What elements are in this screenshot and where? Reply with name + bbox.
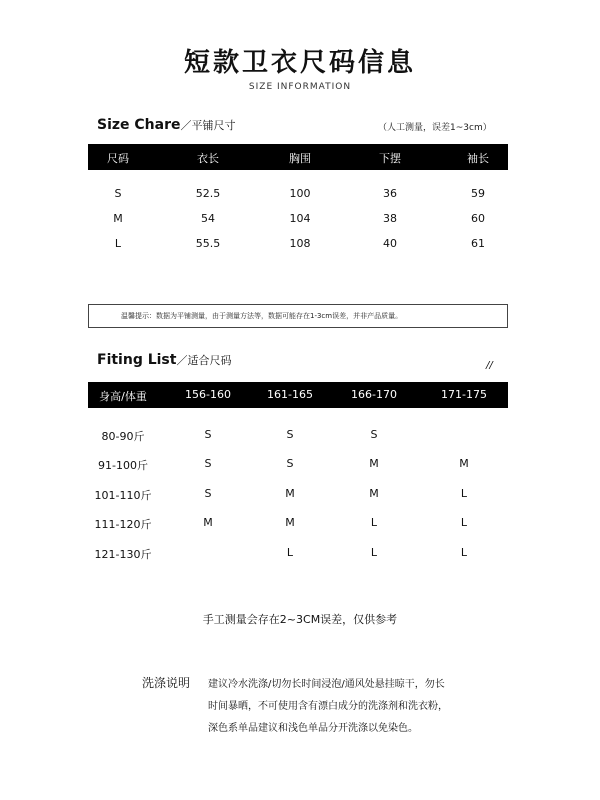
fitting-size-cell: M [203, 516, 213, 529]
fitting-size-cell: S [286, 457, 294, 470]
size-chart-cell: 104 [289, 212, 311, 225]
measure-note: 手工测量会存在2~3CM误差，仅供参考 [202, 613, 398, 626]
height-weight-col-header: 身高/体重 [99, 390, 147, 403]
length-col-header: 衣长 [197, 152, 219, 165]
fitting-weight-label: 121-130斤 [94, 548, 152, 561]
size-chart-heading-sub: ／平铺尺寸 [180, 119, 236, 132]
measure-error-note: （人工测量，误差1~3cm） [378, 123, 492, 133]
fitting-size-cell: M [369, 487, 379, 500]
tip-box: 温馨提示：数据为平铺测量，由于测量方法等，数据可能存在1-3cm误差，并非产品质量。 [88, 304, 508, 328]
size-chart-cell: S [114, 187, 122, 200]
page-subtitle: SIZE INFORMATION [248, 82, 352, 92]
fitting-size-cell: L [286, 546, 294, 559]
fitting-mark: // [486, 360, 493, 371]
size-chart-cell: 36 [383, 187, 397, 200]
size-chart-cell: L [114, 237, 122, 250]
fitting-size-cell: S [286, 428, 294, 441]
fitting-size-cell: M [285, 516, 295, 529]
size-chart-cell: 54 [201, 212, 215, 225]
range-166-170-header: 166-170 [351, 388, 397, 401]
fitting-heading [97, 352, 231, 368]
size-chart-cell: 108 [289, 237, 311, 250]
fitting-heading-sub: ／适合尺码 [176, 354, 232, 367]
hem-col-header: 下摆 [379, 152, 401, 165]
fitting-size-cell: M [459, 457, 469, 470]
fitting-size-cell: L [460, 546, 468, 559]
fitting-weight-label: 101-110斤 [94, 489, 152, 502]
fitting-size-cell: L [460, 487, 468, 500]
wash-label: 洗涤说明 [142, 676, 191, 690]
fitting-size-cell: M [369, 457, 379, 470]
fitting-size-cell: L [370, 546, 378, 559]
fitting-weight-label: 91-100斤 [98, 459, 148, 472]
size-chart-cell: 40 [383, 237, 397, 250]
size-chart-cell: 38 [383, 212, 397, 225]
chest-col-header: 胸围 [289, 152, 311, 165]
size-chart-cell: 60 [471, 212, 485, 225]
sleeve-col-header: 袖长 [467, 152, 489, 165]
size-chart-cell: 100 [289, 187, 311, 200]
fitting-size-cell: S [204, 487, 212, 500]
fitting-size-cell: S [204, 428, 212, 441]
size-chart-cell: 59 [471, 187, 485, 200]
size-chart-cell: 52.5 [195, 187, 221, 200]
fitting-size-cell: L [460, 516, 468, 529]
range-156-160-header: 156-160 [185, 388, 231, 401]
fitting-weight-label: 80-90斤 [101, 430, 145, 443]
wash-text: 建议冷水洗涤/切勿长时间浸泡/通风处悬挂晾干，勿长时间暴晒，不可使用含有漂白成分的洗涤剂和洗衣粉，深色系单品建议和浅色单品分开洗涤以免染色。 [208, 679, 448, 734]
size-chart-cell: 55.5 [195, 237, 221, 250]
range-161-165-header: 161-165 [267, 388, 313, 401]
size-chart-header-bar [88, 144, 508, 170]
range-171-175-header: 171-175 [441, 388, 487, 401]
fitting-heading-main: Fiting List [97, 352, 177, 368]
fitting-size-cell: M [285, 487, 295, 500]
fitting-header-bar [88, 382, 508, 408]
fitting-size-cell: S [370, 428, 378, 441]
fitting-size-cell: L [370, 516, 378, 529]
size-chart-heading [97, 117, 236, 133]
fitting-size-cell: S [204, 457, 212, 470]
page-title: 短款卫衣尺码信息 [183, 48, 416, 78]
fitting-weight-label: 111-120斤 [94, 518, 152, 531]
size-chart-cell: M [113, 212, 123, 225]
size-col-header: 尺码 [107, 152, 129, 165]
size-chart-heading-main: Size Chare [97, 117, 181, 133]
size-chart-cell: 61 [471, 237, 485, 250]
